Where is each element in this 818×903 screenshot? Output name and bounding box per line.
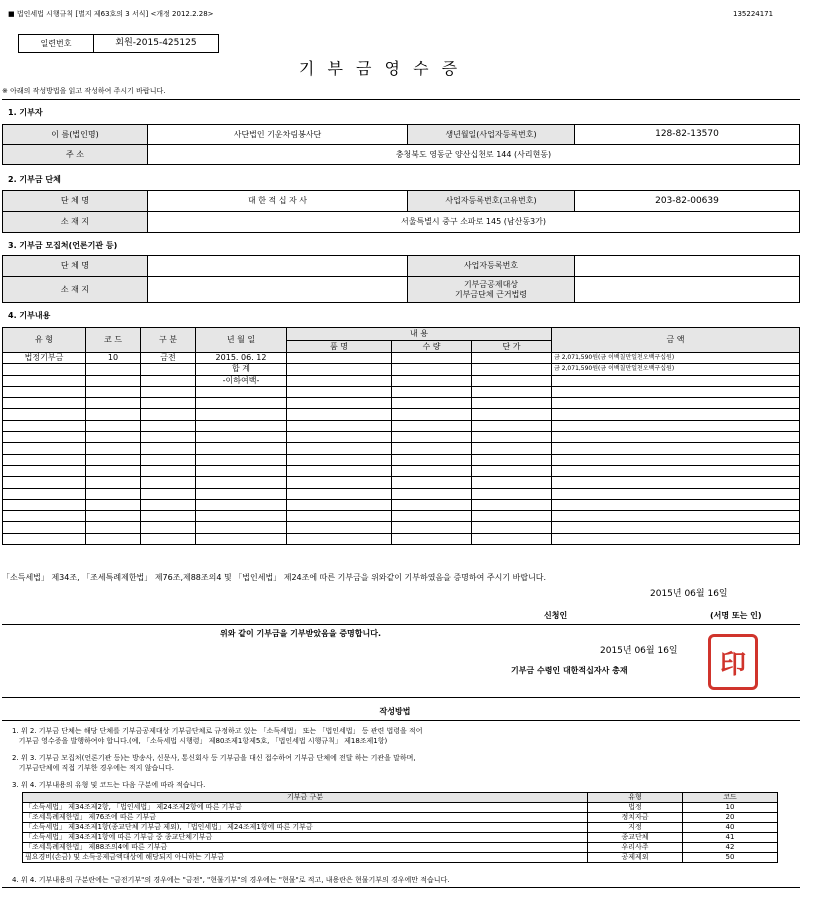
- row-price: [472, 386, 552, 397]
- table-row: [3, 443, 800, 454]
- row-item: [287, 432, 392, 443]
- table-row: [3, 477, 800, 488]
- row-item: [287, 386, 392, 397]
- row-item: [287, 454, 392, 465]
- code-row-kind: 필요경비(손금) 및 소득공제금액대상에 해당되지 아니하는 기부금: [23, 853, 588, 863]
- row-amount: [552, 432, 800, 443]
- row-date: [196, 454, 287, 465]
- row-code: [86, 465, 141, 476]
- row-amount: [552, 409, 800, 420]
- row-type: [3, 465, 86, 476]
- row-item: [287, 477, 392, 488]
- details-heading: 4. 기부내용: [8, 311, 51, 320]
- row-qty: [392, 409, 472, 420]
- row-amount: [552, 443, 800, 454]
- donor-id-label: 생년월일(사업자등록번호): [408, 125, 575, 145]
- row-price: [472, 432, 552, 443]
- row-price: [472, 454, 552, 465]
- col-item: 품 명: [287, 341, 392, 353]
- row-type: [3, 488, 86, 499]
- row-type: 법정기부금: [3, 353, 86, 364]
- row-price: [472, 443, 552, 454]
- donor-table: [2, 124, 800, 165]
- divider: [2, 887, 800, 888]
- row-price: [472, 499, 552, 510]
- org-table: [2, 190, 800, 233]
- row-item: [287, 375, 392, 386]
- row-amount: [552, 522, 800, 533]
- row-qty: [392, 454, 472, 465]
- row-type: [3, 522, 86, 533]
- table-row: [3, 465, 800, 476]
- row-amount: 금 2,071,590원(금 이백칠만일천오백구십원): [552, 353, 800, 364]
- row-qty: [392, 522, 472, 533]
- page-title: 기 부 금 영 수 증: [298, 59, 462, 78]
- row-item: [287, 499, 392, 510]
- row-code: [86, 454, 141, 465]
- org-reg: 203-82-00639: [575, 191, 800, 212]
- donor-addr: 충청북도 영동군 양산십천로 144 (사리현동): [148, 145, 800, 165]
- row-kind: [141, 398, 196, 409]
- code-row-code: 41: [683, 833, 778, 843]
- agent-table: [2, 255, 800, 303]
- row-price: [472, 375, 552, 386]
- col-kind: 구 분: [141, 328, 196, 353]
- row-kind: [141, 364, 196, 375]
- howto-p3: 3. 위 4. 기부내용의 유형 및 코드는 다음 구분에 따라 적습니다.: [12, 781, 206, 789]
- row-qty: [392, 488, 472, 499]
- org-addr-label: 소 재 지: [3, 212, 148, 233]
- row-amount: [552, 499, 800, 510]
- row-item: [287, 511, 392, 522]
- row-kind: 금전: [141, 353, 196, 364]
- code-row: [23, 843, 778, 853]
- row-item: [287, 443, 392, 454]
- row-price: [472, 511, 552, 522]
- col-amount: 금 액: [552, 328, 800, 353]
- row-date: [196, 420, 287, 431]
- row-item: [287, 465, 392, 476]
- row-qty: [392, 465, 472, 476]
- serial-label: 일련번호: [19, 35, 94, 53]
- row-qty: [392, 533, 472, 544]
- code-row: [23, 853, 778, 863]
- details-table: [2, 327, 800, 545]
- row-type: [3, 511, 86, 522]
- applicant-label: 신청인: [544, 611, 568, 620]
- org-name-label: 단 체 명: [3, 191, 148, 212]
- row-date: [196, 522, 287, 533]
- org-name: 대 한 적 십 자 사: [148, 191, 408, 212]
- divider: [2, 99, 800, 100]
- row-amount: [552, 386, 800, 397]
- org-heading: 2. 기부금 단체: [8, 175, 61, 184]
- agent-heading: 3. 기부금 모집처(언론기관 등): [8, 241, 118, 250]
- row-code: [86, 420, 141, 431]
- row-type: [3, 409, 86, 420]
- row-amount: [552, 511, 800, 522]
- row-code: [86, 477, 141, 488]
- row-price: [472, 488, 552, 499]
- code-row: [23, 833, 778, 843]
- row-amount: 금 2,071,590원(금 이백칠만일천오백구십원): [552, 364, 800, 375]
- row-type: [3, 454, 86, 465]
- row-item: [287, 364, 392, 375]
- code-row-code: 40: [683, 823, 778, 833]
- divider: [2, 720, 800, 721]
- serial-box: [18, 34, 219, 53]
- row-type: [3, 375, 86, 386]
- row-amount: [552, 533, 800, 544]
- row-kind: [141, 522, 196, 533]
- org-addr: 서울특별시 중구 소파로 145 (남산동3가): [148, 212, 800, 233]
- row-item: [287, 353, 392, 364]
- code-row-code: 20: [683, 813, 778, 823]
- row-kind: [141, 443, 196, 454]
- table-row: [3, 454, 800, 465]
- row-date: 합 계: [196, 364, 287, 375]
- row-item: [287, 398, 392, 409]
- row-qty: [392, 499, 472, 510]
- row-kind: [141, 511, 196, 522]
- table-row: [3, 375, 800, 386]
- row-qty: [392, 398, 472, 409]
- row-amount: [552, 465, 800, 476]
- row-price: [472, 420, 552, 431]
- table-row: [3, 386, 800, 397]
- row-type: [3, 386, 86, 397]
- row-qty: [392, 477, 472, 488]
- row-code: [86, 499, 141, 510]
- row-kind: [141, 409, 196, 420]
- row-date: [196, 409, 287, 420]
- row-code: [86, 432, 141, 443]
- row-code: [86, 386, 141, 397]
- certify-text: 「소득세법」 제34조, 「조세특례제한법」 제76조,제88조의4 및 「법인세법」 제24조에 따른 기부금을 위와같이 기부하였음을 증명하여 주시기 바랍니다.: [2, 573, 547, 582]
- agent-basis: [575, 277, 800, 303]
- agent-reg: [575, 256, 800, 277]
- receipt-date: 2015년 06월 16일: [600, 646, 678, 656]
- row-kind: [141, 375, 196, 386]
- row-qty: [392, 386, 472, 397]
- row-amount: [552, 375, 800, 386]
- code-row: [23, 823, 778, 833]
- row-date: 2015. 06. 12: [196, 353, 287, 364]
- code-row-code: 42: [683, 843, 778, 853]
- howto-p1a: 1. 위 2. 기부금 단체는 해당 단체를 기부금공제대상 기부금단체로 규정하고 있는 「소득세법」 또는 「법인세법」 등 관련 법령을 적어: [12, 727, 423, 735]
- agent-name-label: 단 체 명: [3, 256, 148, 277]
- code-row-type: 지정: [588, 823, 683, 833]
- table-row: [3, 364, 800, 375]
- row-kind: [141, 420, 196, 431]
- code-table: [22, 792, 778, 863]
- agent-addr-label: 소 재 지: [3, 277, 148, 303]
- row-date: [196, 443, 287, 454]
- row-type: [3, 432, 86, 443]
- row-qty: [392, 420, 472, 431]
- col-price: 단 가: [472, 341, 552, 353]
- donor-name-label: 이 름(법인명): [3, 125, 148, 145]
- code-row-type: 우리사주: [588, 843, 683, 853]
- row-date: [196, 511, 287, 522]
- agent-name: [148, 256, 408, 277]
- row-kind: [141, 432, 196, 443]
- agent-basis-label-2: 기부금단체 근거법령: [454, 289, 528, 299]
- howto-p4: 4. 위 4. 기부내용의 구분란에는 "금전기부"의 경우에는 "금전", "현물기부"의 경우에는 "현물"로 적고, 내용란은 현물기부의 경우에만 적습니다.: [12, 876, 450, 884]
- table-row: [3, 432, 800, 443]
- row-code: [86, 488, 141, 499]
- row-item: [287, 488, 392, 499]
- row-code: [86, 364, 141, 375]
- howto-heading: 작성방법: [379, 707, 411, 716]
- donor-name: 사단법인 기운차림봉사단: [148, 125, 408, 145]
- code-row: [23, 803, 778, 813]
- row-code: [86, 522, 141, 533]
- howto-p2a: 2. 위 3. 기부금 모집처(언론기관 등)는 방송사, 신문사, 통신회사 등 기부금을 대신 접수하여 기부금 단체에 전달 하는 기관을 말하며,: [12, 754, 416, 762]
- code-col-code: 코드: [683, 793, 778, 803]
- row-type: [3, 477, 86, 488]
- row-qty: [392, 353, 472, 364]
- row-price: [472, 409, 552, 420]
- row-code: 10: [86, 353, 141, 364]
- agent-reg-label: 사업자등록번호: [408, 256, 575, 277]
- row-qty: [392, 364, 472, 375]
- col-qty: 수 량: [392, 341, 472, 353]
- code-row-kind: 「조세특례제한법」 제76조에 따른 기부금: [23, 813, 588, 823]
- row-amount: [552, 477, 800, 488]
- row-price: [472, 353, 552, 364]
- row-date: [196, 533, 287, 544]
- row-amount: [552, 488, 800, 499]
- code-row-kind: 「소득세법」 제34조제1항(종교단체 기부금 제외), 「법인세법」 제24조제1항에 따른 기부금: [23, 823, 588, 833]
- row-type: [3, 499, 86, 510]
- row-date: [196, 499, 287, 510]
- code-row-type: 공제제외: [588, 853, 683, 863]
- table-row: [3, 398, 800, 409]
- code-row: [23, 813, 778, 823]
- code-col-kind: 기부금 구분: [23, 793, 588, 803]
- row-type: [3, 364, 86, 375]
- table-row: [3, 499, 800, 510]
- row-date: [196, 398, 287, 409]
- table-row: [3, 488, 800, 499]
- row-kind: [141, 465, 196, 476]
- howto-p2b: 기부금단체에 직접 기부한 경우에는 적지 않습니다.: [12, 764, 175, 772]
- row-qty: [392, 432, 472, 443]
- col-code: 코 드: [86, 328, 141, 353]
- row-date: [196, 477, 287, 488]
- donor-heading: 1. 기부자: [8, 108, 43, 117]
- row-price: [472, 522, 552, 533]
- code-row-kind: 「조세특례제한법」 제88조의4에 따른 기부금: [23, 843, 588, 853]
- recipient-text: 기부금 수령인 대한적십자사 총재: [511, 666, 628, 675]
- table-row: [3, 409, 800, 420]
- row-code: [86, 409, 141, 420]
- table-row: [3, 420, 800, 431]
- seal-stamp: [708, 634, 758, 690]
- col-date: 년 월 일: [196, 328, 287, 353]
- row-kind: [141, 488, 196, 499]
- col-content: 내 용: [287, 328, 552, 341]
- row-date: -이하여백-: [196, 375, 287, 386]
- doc-code: 135224171: [733, 10, 774, 18]
- row-item: [287, 409, 392, 420]
- code-col-type: 유형: [588, 793, 683, 803]
- row-code: [86, 375, 141, 386]
- row-item: [287, 420, 392, 431]
- row-kind: [141, 499, 196, 510]
- howto-p1b: 기부금 영수증을 발행하여야 합니다.(예, 「소득세법 시행령」 제80조제1항제5호, 「법인세법 시행규칙」 제18조제1항): [12, 737, 388, 745]
- row-code: [86, 511, 141, 522]
- row-type: [3, 443, 86, 454]
- stamp-glyph: 印: [719, 649, 746, 680]
- row-amount: [552, 420, 800, 431]
- notice: ※ 아래의 작성방법을 읽고 작성하여 주시기 바랍니다.: [2, 87, 166, 95]
- row-price: [472, 465, 552, 476]
- table-row: [3, 353, 800, 364]
- row-item: [287, 533, 392, 544]
- divider: [2, 624, 800, 625]
- row-amount: [552, 454, 800, 465]
- row-code: [86, 533, 141, 544]
- row-price: [472, 364, 552, 375]
- row-code: [86, 398, 141, 409]
- code-row-kind: 「소득세법」 제34조제2항, 「법인세법」 제24조제2항에 따른 기부금: [23, 803, 588, 813]
- code-row-type: 법정: [588, 803, 683, 813]
- row-date: [196, 386, 287, 397]
- agent-basis-label-1: 기부금공제대상: [463, 279, 519, 289]
- row-price: [472, 477, 552, 488]
- code-row-type: 종교단체: [588, 833, 683, 843]
- row-date: [196, 488, 287, 499]
- request-date: 2015년 06월 16일: [650, 589, 728, 599]
- row-type: [3, 533, 86, 544]
- row-date: [196, 432, 287, 443]
- code-row-type: 정치자금: [588, 813, 683, 823]
- row-qty: [392, 511, 472, 522]
- row-kind: [141, 533, 196, 544]
- table-row: [3, 533, 800, 544]
- agent-basis-label: [408, 277, 575, 303]
- row-code: [86, 443, 141, 454]
- agent-addr: [148, 277, 408, 303]
- table-row: [3, 511, 800, 522]
- row-kind: [141, 454, 196, 465]
- code-row-kind: 「소득세법」 제34조제1항에 따른 기부금 중 종교단체기부금: [23, 833, 588, 843]
- table-row: [3, 522, 800, 533]
- row-type: [3, 420, 86, 431]
- donor-id: 128-82-13570: [575, 125, 800, 145]
- row-kind: [141, 477, 196, 488]
- row-qty: [392, 375, 472, 386]
- code-row-code: 50: [683, 853, 778, 863]
- sign-label: (서명 또는 인): [710, 611, 762, 620]
- donor-addr-label: 주 소: [3, 145, 148, 165]
- receipt-text: 위와 같이 기부금을 기부받았음을 증명합니다.: [220, 629, 382, 638]
- row-item: [287, 522, 392, 533]
- col-type: 유 형: [3, 328, 86, 353]
- row-date: [196, 465, 287, 476]
- row-price: [472, 398, 552, 409]
- form-title-line: ■ 법인세법 시행규칙 [별지 제63호의 3 서식] <개정 2012.2.28>: [8, 10, 214, 18]
- row-type: [3, 398, 86, 409]
- row-amount: [552, 398, 800, 409]
- code-row-code: 10: [683, 803, 778, 813]
- divider: [2, 697, 800, 698]
- org-reg-label: 사업자등록번호(고유번호): [408, 191, 575, 212]
- row-kind: [141, 386, 196, 397]
- row-price: [472, 533, 552, 544]
- serial-value: 회원-2015-425125: [94, 35, 219, 53]
- row-qty: [392, 443, 472, 454]
